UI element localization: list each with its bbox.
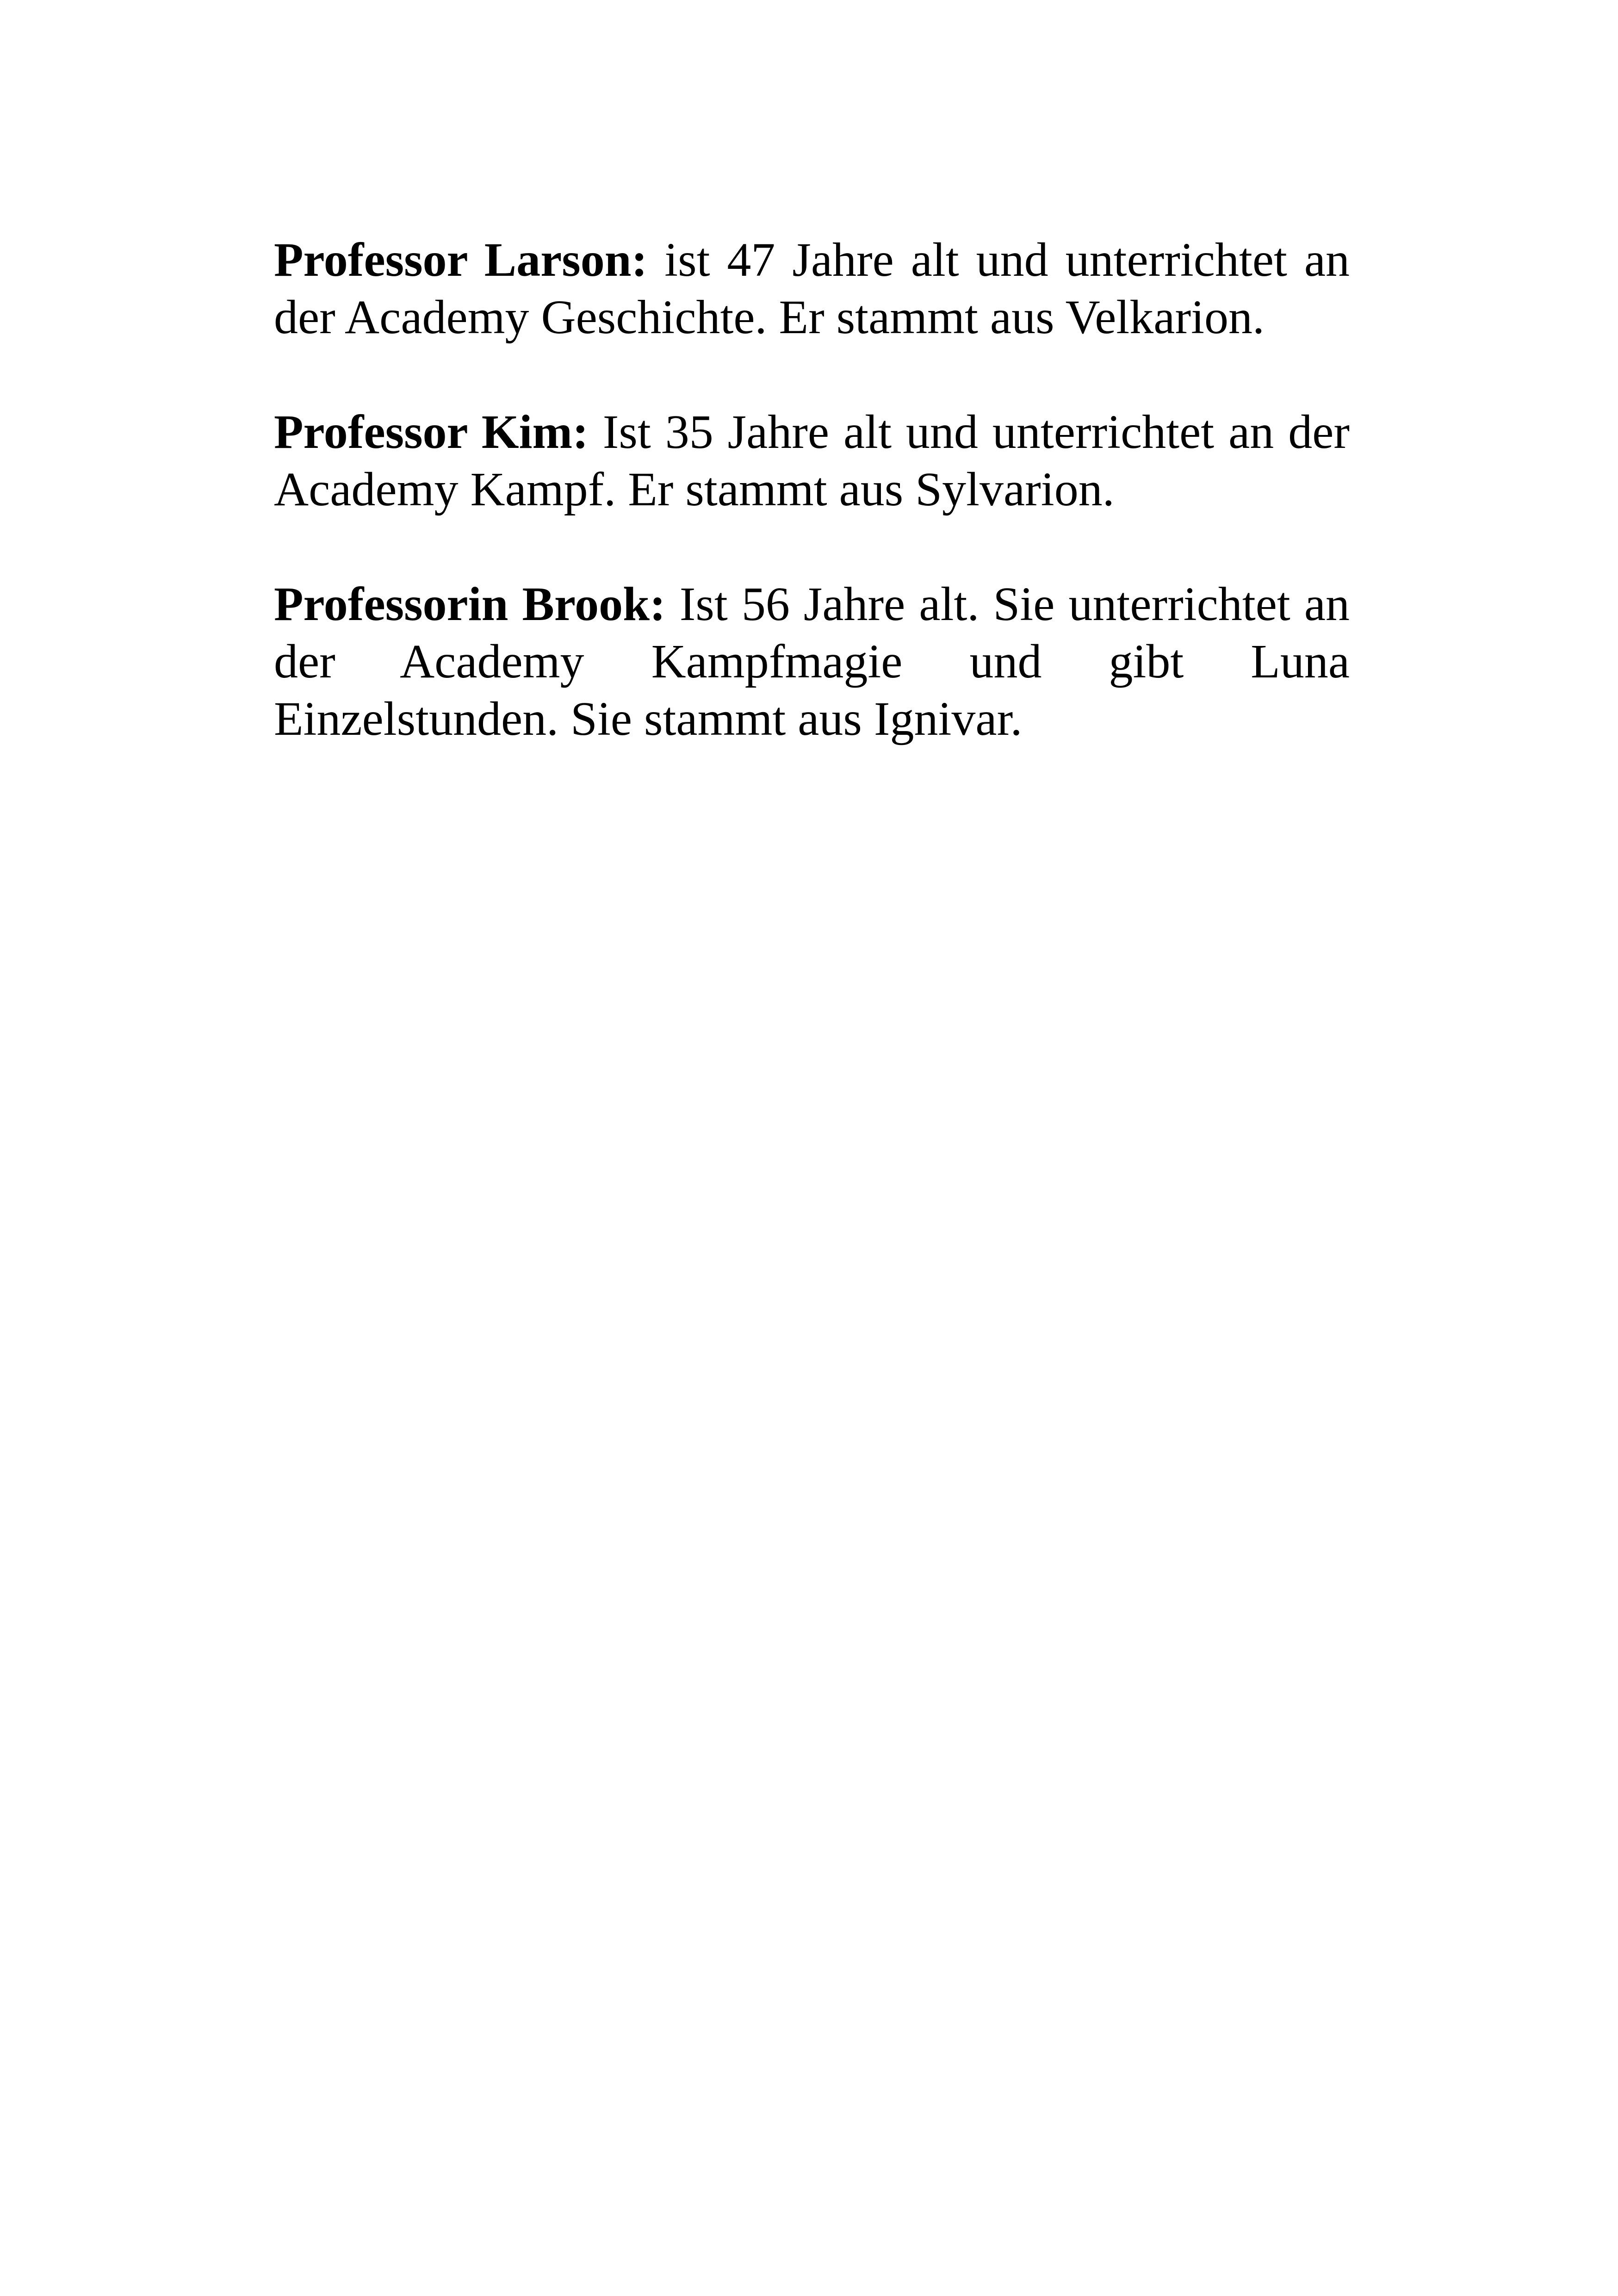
character-description: Ist 56 Jahre alt. Sie unterrichtet an der Academy Kampfmagie und gibt Luna Einzelstunden. Sie stammt aus Ignivar.: [274, 577, 1350, 745]
character-description: ist 47 Jahre alt und unterrichtet an der Academy Geschichte. Er stammt aus Velkarion.: [274, 233, 1350, 344]
character-entry-kim: [274, 403, 1350, 518]
character-entry-larson: [274, 231, 1350, 346]
character-name: Professorin Brook:: [274, 577, 666, 631]
character-name: Professor Larson:: [274, 233, 648, 286]
character-entry-brook: [274, 576, 1350, 748]
character-list: [274, 231, 1350, 805]
character-description: Ist 35 Jahre alt und unterrichtet an der Academy Kampf. Er stammt aus Sylvarion.: [274, 405, 1350, 516]
character-name: Professor Kim:: [274, 405, 589, 459]
